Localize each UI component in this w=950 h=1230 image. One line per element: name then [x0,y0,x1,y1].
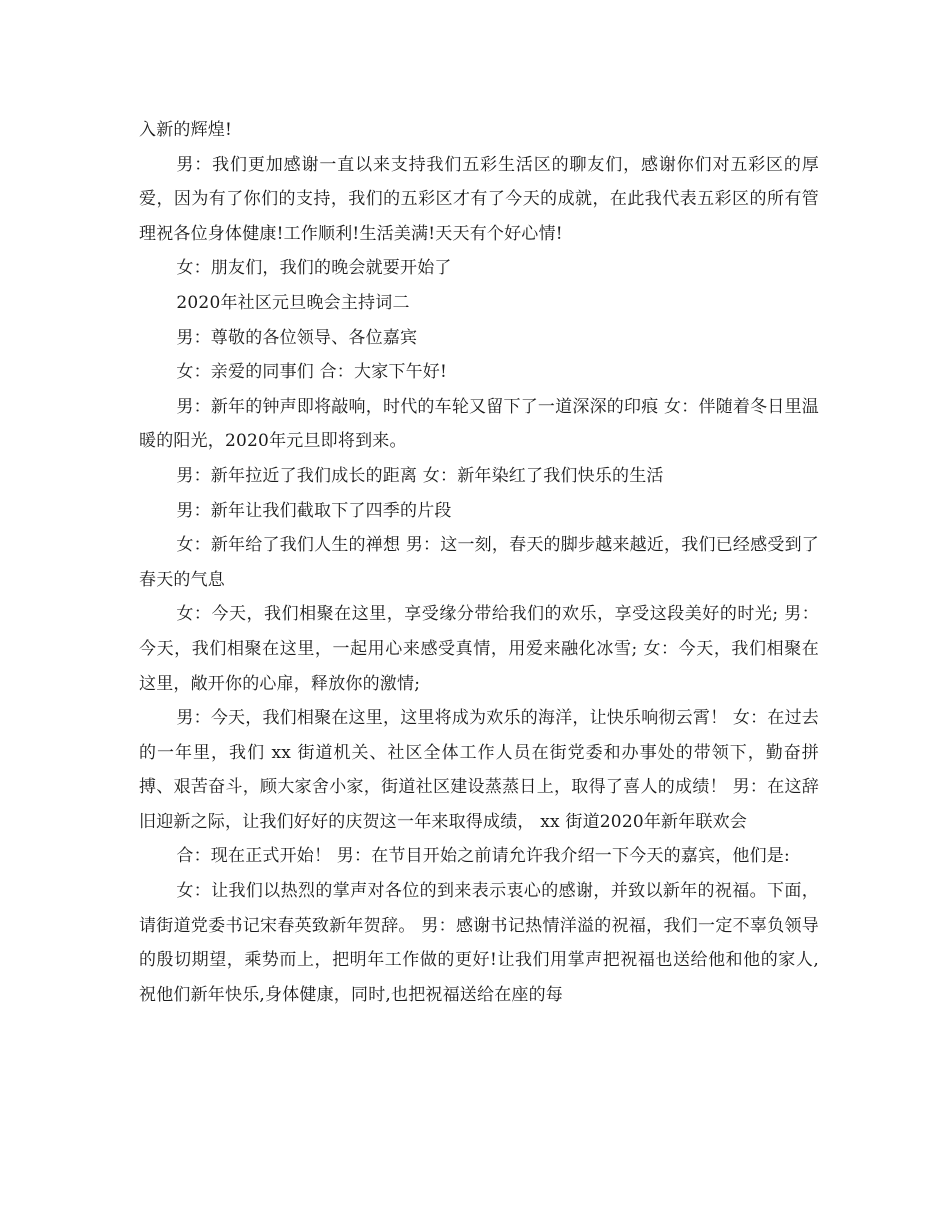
paragraph: 男：今天，我们相聚在这里，这里将成为欢乐的海洋，让快乐响彻云霄！ 女：在过去的一年里，我们 xx 街道机关、社区全体工作人员在街党委和办事处的带领下，勤奋拼搏、艰苦奋斗，顾大家舍小家，街道社区建设蒸蒸日上，取得了喜人的成绩！ 男：在这辞旧迎新之际，让我们好好的庆贺这一年来取得成绩， xx 街道2020年新年联欢会 [139,708,819,832]
paragraph: 男：新年让我们截取下了四季的片段 [176,500,452,521]
paragraph: 女：亲爱的同事们 合：大家下午好! [176,362,448,383]
paragraph: 男：新年拉近了我们成长的距离 女：新年染红了我们快乐的生活 [176,465,664,486]
paragraph: 男：尊敬的各位领导、各位嘉宾 [176,327,418,348]
paragraph: 女：今天，我们相聚在这里，享受缘分带给我们的欢乐，享受这段美好的时光; 男：今天，我们相聚在这里，一起用心来感受真情，用爱来融化冰雪; 女：今天，我们相聚在这里，敞开你的心扉，释放你的激情; [139,604,819,694]
paragraph: 男：我们更加感谢一直以来支持我们五彩生活区的聊友们，感谢你们对五彩区的厚爱，因为有了你们的支持，我们的五彩区才有了今天的成就，在此我代表五彩区的所有管理祝各位身体健康!工作顺利!生活美满!天天有个好心情! [139,154,819,244]
paragraph: 女：让我们以热烈的掌声对各位的到来表示衷心的感谢，并致以新年的祝福。下面，请街道党委书记宋春英致新年贺辞。 男：感谢书记热情洋溢的祝福，我们一定不辜负领导的殷切期望，乘势而上，把明年工作做的更好!让我们用掌声把祝福也送给他和他的家人,祝他们新年快乐,身体健康，同时,也把祝福送给在座的每 [139,881,819,1005]
paragraph: 合：现在正式开始！ 男：在节目开始之前请允许我介绍一下今天的嘉宾，他们是: [176,846,790,867]
paragraph: 女：朋友们，我们的晚会就要开始了 [176,258,452,279]
section-heading: 2020年社区元旦晚会主持词二 [176,292,410,313]
paragraph: 男：新年的钟声即将敲响，时代的车轮又留下了一道深深的印痕 女：伴随着冬日里温暖的阳光，2020年元旦即将到来。 [139,396,819,452]
paragraph: 女：新年给了我们人生的禅想 男：这一刻，春天的脚步越来越近，我们已经感受到了春天的气息 [139,535,819,590]
document-body [139,113,819,1012]
paragraph: 入新的辉煌! [139,120,233,140]
